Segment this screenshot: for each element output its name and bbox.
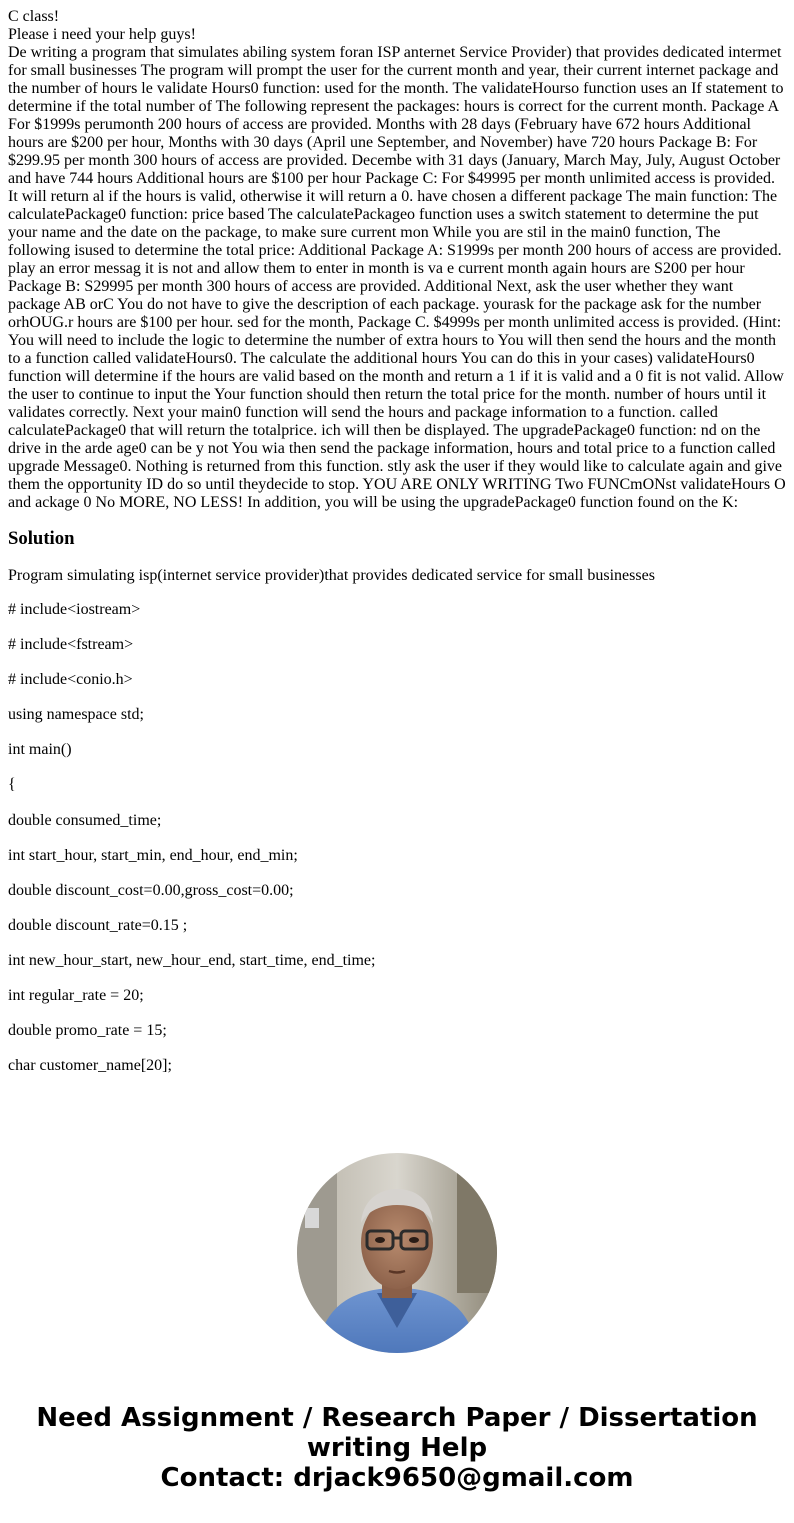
code-line: # include<iostream> — [8, 601, 141, 618]
contact-footer — [0, 1403, 794, 1493]
code-line: # include<conio.h> — [8, 671, 133, 689]
code-line: double promo_rate = 15; — [8, 1022, 167, 1040]
code-line: char customer_name[20]; — [8, 1057, 172, 1075]
question-body: De writing a program that simulates abiling system foran ISP anternet Service Provider) that provides dedicated intermet for small businesses The program will prompt the user for the current month and year, their current internet package and the number of hours le validate Hours0 function: used for the month. The validateHourso function uses an If statement to determine if the total number of The following represent the packages: hours is correct for the current month. Package A For $1999s perumonth 200 hours of access are provided. Months with 28 days (February have 672 hours Additional hours are $200 per hour, Months with 30 days (April une September, and November) have 720 hours Package B: For $299.95 per month 300 hours of access are provided. Decembe with 31 days (January, March May, July, August October and have 744 hours Additional hours are $100 per hour Package C: For $49995 per month unlimited access is provided. It will return al if the hours is valid, otherwise it will return a 0. have chosen a different package The main function: The calculatePackage0 function: price based The calculatePackageo function uses a switch statement to determine the put your name and the date on the package, to make sure current mon While you are stil in the main0 function, The following isused to determine the total price: Additional Package A: S1999s per month 200 hours of access are provided. play an error messag it is not and allow them to enter in month is va e current month again hours are S200 per hour Package B: S29995 per month 300 hours of access are provided. Additional Next, ask the user whether they want package AB orC You do not have to give the description of each package. yourask for the package ask for the number orhOUG.r hours are $100 per hour. sed for the month, Package C. $4999s per month unlimited access is provided. (Hint: You will need to include the logic to determine the number of extra hours to You will then send the hours and the month to a function called validateHours0. The calculate the additional hours You can do this in your cases) validateHours0 function will determine if the hours are valid based on the month and return a 1 if it is valid and a 0 fit is not valid. Allow the user to continue to input the Your function should then return the total price for the month. number of hours until it validates correctly. Next your main0 function will send the hours and package information to a function. called calculatePackage0 that will return the totalprice. ich will then be displayed. The upgradePackage0 function: nd on the drive in the arde age0 can be y not You wia then send the package information, hours and total price to a function called upgrade Message0. Nothing is returned from this function. stly ask the user if they would like to calculate again and give them the opportunity ID do so until theydecide to stop. YOU ARE ONLY WRITING Two FUNCmONst validateHours O and ackage 0 No MORE, NO LESS! In addition, you will be using the upgradePackage0 function found on the K: — [8, 44, 786, 511]
solution-heading: Solution — [8, 528, 75, 549]
code-line: double discount_cost=0.00,gross_cost=0.00; — [8, 881, 294, 899]
code-block — [8, 601, 786, 1075]
solution-intro: Program simulating isp(internet service provider)that provides dedicated service for small businesses — [8, 567, 655, 584]
code-line: using namespace std; — [8, 706, 144, 724]
code-line: int new_hour_start, new_hour_end, start_time, end_time; — [8, 951, 376, 969]
question-text — [8, 8, 786, 512]
footer-line-2: writing Help — [306, 1433, 488, 1463]
question-line-2: Please i need your help guys! — [8, 26, 196, 43]
question-line-1: C class! — [8, 8, 60, 25]
code-line: int main() — [8, 741, 72, 759]
code-line: int regular_rate = 20; — [8, 987, 144, 1005]
code-line: double discount_rate=0.15 ; — [8, 916, 188, 934]
code-line: int start_hour, start_min, end_hour, end_min; — [8, 846, 298, 864]
code-line: { — [8, 776, 16, 794]
portrait-photo-icon — [297, 1153, 497, 1353]
code-line: double consumed_time; — [8, 811, 162, 829]
author-avatar — [297, 1153, 497, 1353]
code-line: # include<fstream> — [8, 636, 134, 654]
footer-line-1: Need Assignment / Research Paper / Dissertation — [36, 1403, 758, 1433]
footer-contact-email: Contact: drjack9650@gmail.com — [160, 1463, 634, 1493]
